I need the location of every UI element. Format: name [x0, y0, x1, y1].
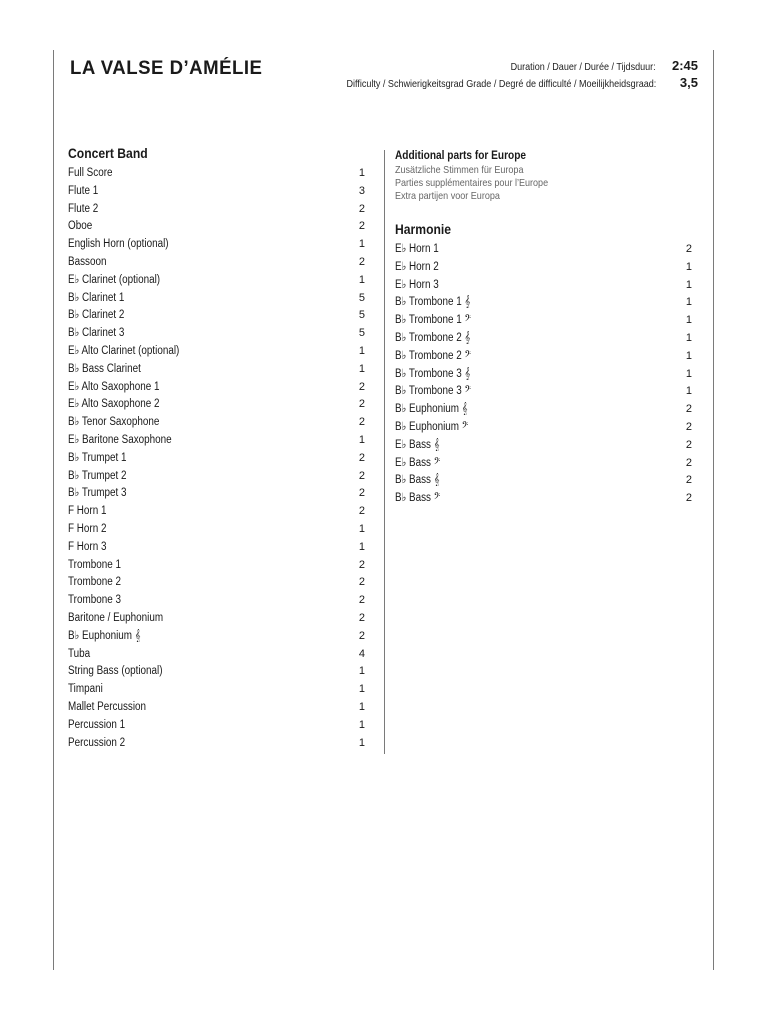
part-count: 1: [358, 362, 365, 375]
part-count: 1: [685, 278, 692, 291]
part-row: [395, 259, 692, 277]
part-row: [68, 396, 365, 414]
part-row: [68, 557, 365, 575]
part-name: B♭ Trombone 1 𝄢: [395, 314, 471, 327]
part-name: E♭ Baritone Saxophone: [68, 433, 172, 446]
part-name: B♭ Tenor Saxophone: [68, 416, 160, 429]
part-count: 2: [685, 243, 692, 255]
part-count: 3: [358, 184, 365, 197]
part-row: [68, 539, 365, 557]
part-name: B♭ Trumpet 2: [68, 469, 127, 482]
part-name: E♭ Bass 𝄢: [395, 456, 441, 469]
part-count: 2: [358, 202, 365, 215]
part-count: 1: [358, 700, 365, 713]
part-name: E♭ Alto Saxophone 1: [68, 380, 160, 393]
part-name: E♭ Horn 1: [395, 243, 439, 255]
part-name: Bassoon: [68, 255, 107, 268]
part-row: [68, 236, 365, 254]
duration-value: 2:45: [671, 58, 698, 73]
part-name: B♭ Bass 𝄞: [395, 474, 440, 487]
part-row: [395, 241, 692, 259]
part-count: 2: [358, 629, 365, 642]
part-row: [395, 383, 692, 401]
part-row: [68, 485, 365, 503]
part-row: [68, 165, 365, 183]
part-name: E♭ Horn 3: [395, 278, 439, 291]
europe-line-de: Zusätzliche Stimmen für Europa: [395, 164, 524, 176]
part-count: 2: [358, 576, 365, 589]
part-count: 1: [685, 331, 692, 344]
part-row: [68, 681, 365, 699]
part-row: [68, 646, 365, 664]
part-row: [68, 218, 365, 236]
part-name: B♭ Trombone 3 𝄞: [395, 367, 471, 380]
concert-band-heading: Concert Band: [68, 146, 148, 161]
europe-title: Additional parts for Europe: [395, 150, 527, 162]
column-divider: [384, 150, 385, 754]
part-row: [68, 414, 365, 432]
part-name: E♭ Alto Clarinet (optional): [68, 344, 180, 357]
part-name: E♭ Alto Saxophone 2: [68, 398, 160, 411]
part-count: 1: [358, 433, 365, 446]
part-count: 1: [685, 385, 692, 398]
difficulty-value: 3,5: [679, 75, 698, 90]
part-name: Timpani: [68, 683, 103, 696]
part-count: 1: [358, 683, 365, 696]
harmonie-heading: Harmonie: [395, 222, 452, 237]
part-count: 4: [358, 647, 365, 660]
part-count: 1: [358, 167, 365, 179]
europe-line-nl: Extra partijen voor Europa: [395, 190, 500, 202]
part-row: [395, 294, 692, 312]
part-row: [68, 361, 365, 379]
part-count: 2: [358, 558, 365, 571]
part-row: [68, 503, 365, 521]
part-name: B♭ Euphonium 𝄞: [68, 629, 141, 642]
part-count: 2: [358, 594, 365, 607]
part-name: Trombone 2: [68, 576, 121, 589]
part-count: 2: [685, 438, 692, 451]
part-count: 2: [358, 220, 365, 233]
part-name: B♭ Euphonium 𝄢: [395, 420, 469, 433]
part-count: 2: [358, 469, 365, 482]
part-name: Tuba: [68, 647, 91, 660]
part-name: Flute 1: [68, 184, 99, 197]
part-count: 2: [358, 487, 365, 500]
part-row: [395, 330, 692, 348]
difficulty-label: Difficulty / Schwierigkeitsgrad Grade / Degré de difficulté / Moeilijkheidsgraad:: [346, 78, 656, 90]
part-count: 1: [358, 665, 365, 678]
part-count: 2: [358, 255, 365, 268]
part-name: E♭ Horn 2: [395, 260, 439, 273]
part-name: Trombone 1: [68, 558, 121, 571]
part-name: Mallet Percussion: [68, 700, 147, 713]
part-count: 2: [358, 416, 365, 429]
part-count: 2: [358, 611, 365, 624]
part-row: [395, 455, 692, 473]
part-row: [68, 201, 365, 219]
part-name: Full Score: [68, 167, 113, 179]
part-count: 1: [358, 522, 365, 535]
part-name: F Horn 3: [68, 540, 107, 553]
part-row: [68, 290, 365, 308]
right-margin-rule: [713, 50, 714, 970]
part-name: B♭ Trombone 2 𝄞: [395, 331, 471, 344]
part-row: [395, 348, 692, 366]
part-count: 1: [358, 540, 365, 553]
part-name: English Horn (optional): [68, 238, 169, 251]
part-name: Percussion 1: [68, 718, 126, 731]
part-row: [68, 699, 365, 717]
part-count: 1: [685, 314, 692, 327]
part-name: B♭ Trumpet 3: [68, 487, 127, 500]
part-count: 2: [685, 403, 692, 416]
part-row: [68, 628, 365, 646]
part-row: [395, 472, 692, 490]
part-row: [68, 521, 365, 539]
part-name: B♭ Trombone 2 𝄢: [395, 349, 471, 362]
part-count: 1: [685, 349, 692, 362]
part-row: [68, 717, 365, 735]
part-row: [68, 610, 365, 628]
duration-label: Duration / Dauer / Durée / Tijdsduur:: [510, 61, 656, 73]
part-count: 2: [358, 505, 365, 518]
part-count: 1: [358, 344, 365, 357]
part-count: 1: [358, 273, 365, 286]
part-row: [395, 401, 692, 419]
part-name: Percussion 2: [68, 736, 126, 749]
page-title: LA VALSE D’AMÉLIE: [70, 58, 263, 79]
part-count: 1: [358, 736, 365, 749]
part-count: 5: [358, 291, 365, 304]
part-name: Flute 2: [68, 202, 99, 215]
part-name: B♭ Trombone 3 𝄢: [395, 385, 471, 398]
part-name: String Bass (optional): [68, 665, 163, 678]
part-count: 2: [685, 456, 692, 469]
part-name: B♭ Trumpet 1: [68, 451, 127, 464]
part-count: 2: [685, 420, 692, 433]
part-count: 1: [358, 238, 365, 251]
part-name: B♭ Trombone 1 𝄞: [395, 296, 471, 309]
part-count: 2: [358, 451, 365, 464]
part-row: [68, 574, 365, 592]
part-name: B♭ Clarinet 3: [68, 327, 125, 340]
part-name: B♭ Bass Clarinet: [68, 362, 141, 375]
part-name: F Horn 2: [68, 522, 107, 535]
harmonie-parts-list: [395, 241, 692, 508]
part-name: E♭ Clarinet (optional): [68, 273, 161, 286]
part-name: E♭ Bass 𝄞: [395, 438, 440, 451]
part-row: [395, 277, 692, 295]
part-name: B♭ Clarinet 2: [68, 309, 125, 322]
part-row: [68, 735, 365, 753]
part-count: 1: [685, 296, 692, 309]
part-row: [68, 379, 365, 397]
europe-parts-note: [395, 150, 573, 203]
part-name: Oboe: [68, 220, 93, 233]
part-row: [68, 592, 365, 610]
part-row: [68, 432, 365, 450]
part-count: 5: [358, 327, 365, 340]
part-row: [68, 325, 365, 343]
concert-band-parts-list: [68, 165, 365, 752]
part-name: B♭ Euphonium 𝄞: [395, 403, 468, 416]
part-count: 2: [358, 398, 365, 411]
part-count: 1: [358, 718, 365, 731]
part-row: [68, 272, 365, 290]
part-row: [68, 450, 365, 468]
part-row: [68, 307, 365, 325]
left-margin-rule: [53, 50, 54, 970]
part-name: F Horn 1: [68, 505, 107, 518]
part-count: 1: [685, 260, 692, 273]
part-row: [68, 343, 365, 361]
europe-line-fr: Parties supplémentaires pour l’Europe: [395, 177, 549, 189]
part-row: [68, 468, 365, 486]
part-name: Baritone / Euphonium: [68, 611, 164, 624]
part-row: [68, 254, 365, 272]
part-name: B♭ Clarinet 1: [68, 291, 125, 304]
part-name: B♭ Bass 𝄢: [395, 492, 441, 505]
part-count: 1: [685, 367, 692, 380]
part-row: [395, 437, 692, 455]
part-count: 2: [358, 380, 365, 393]
part-row: [68, 183, 365, 201]
part-row: [395, 490, 692, 508]
part-name: Trombone 3: [68, 594, 121, 607]
part-row: [68, 663, 365, 681]
part-count: 2: [685, 474, 692, 487]
part-count: 5: [358, 309, 365, 322]
part-row: [395, 366, 692, 384]
part-count: 2: [685, 492, 692, 505]
part-row: [395, 312, 692, 330]
part-row: [395, 419, 692, 437]
